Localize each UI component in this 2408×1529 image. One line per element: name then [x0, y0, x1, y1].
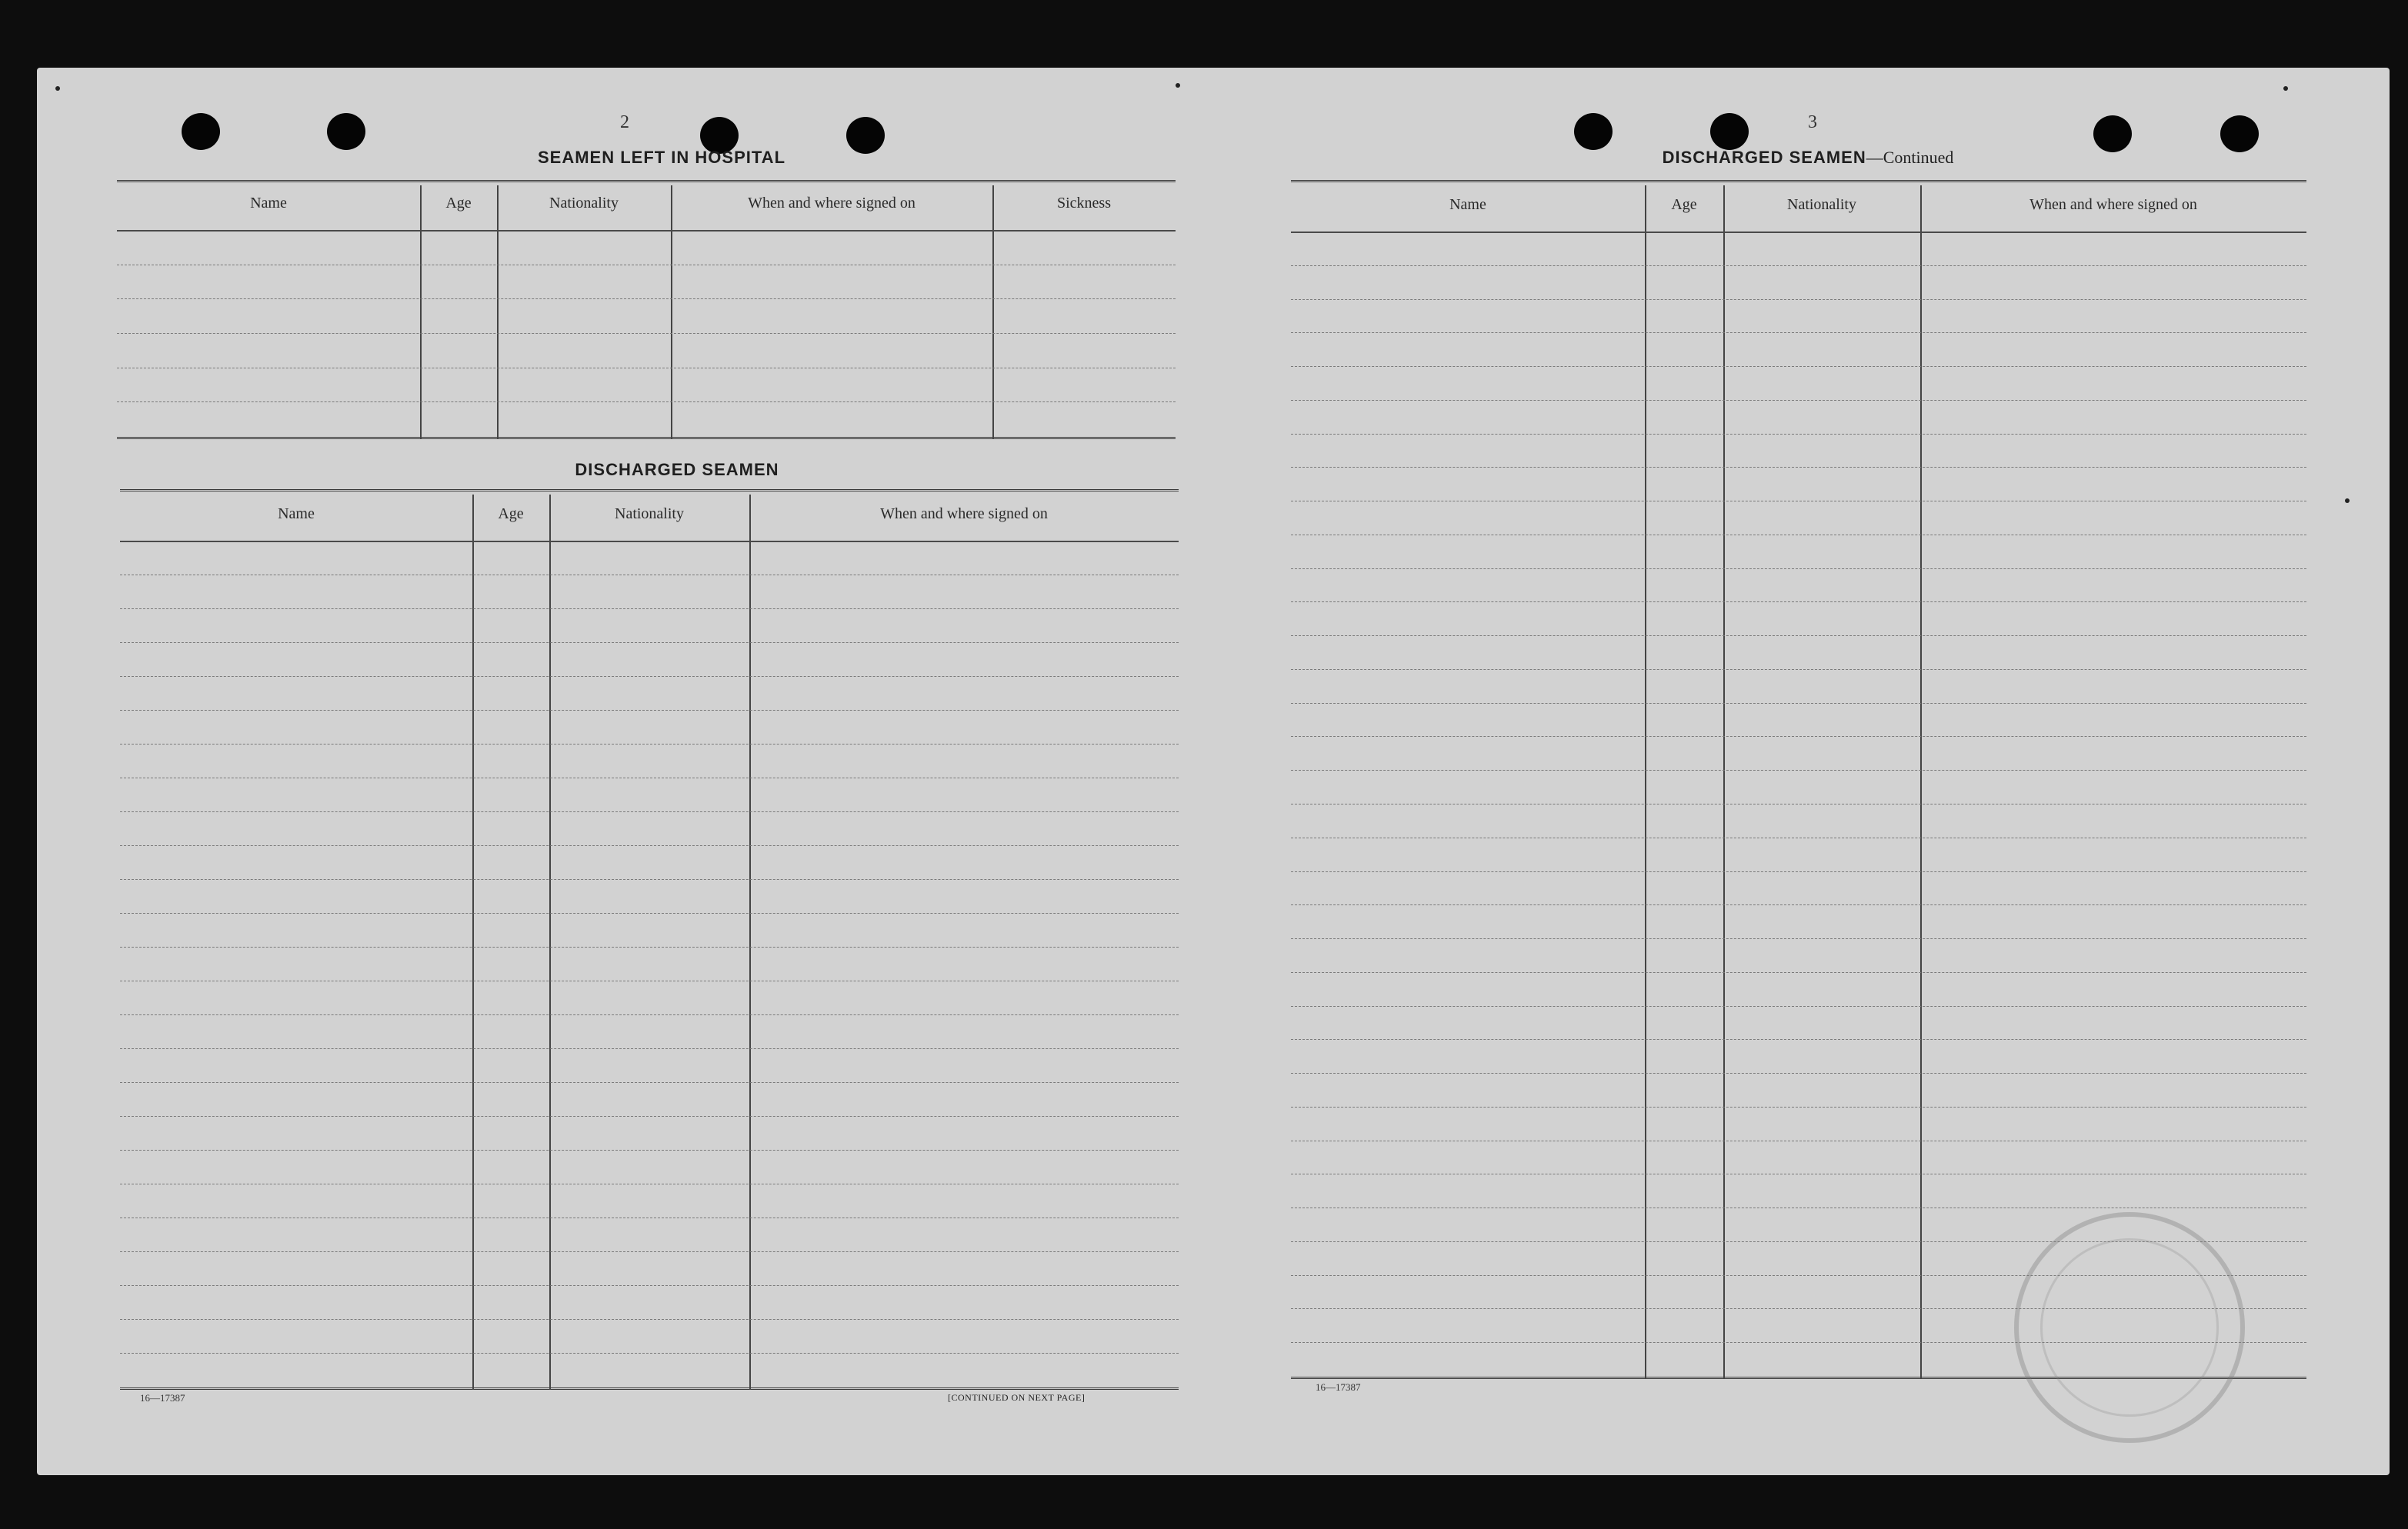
column-divider [1920, 185, 1922, 1379]
speck [1176, 83, 1180, 88]
table-row[interactable] [1291, 1006, 2306, 1007]
speck [55, 86, 60, 91]
table-row[interactable] [120, 608, 1179, 609]
column-header-when-and-where-signed-on: When and where signed on [2029, 196, 2197, 213]
punch-hole [327, 113, 365, 150]
table-row[interactable] [1291, 568, 2306, 569]
table-row[interactable] [120, 676, 1179, 677]
column-header-age: Age [498, 505, 524, 522]
column-header-name: Name [278, 505, 315, 522]
column-header-name: Name [250, 195, 287, 212]
discharged-table-right [1291, 180, 2306, 1379]
table-row[interactable] [1291, 871, 2306, 872]
column-header-when-and-where-signed-on: When and where signed on [880, 505, 1048, 522]
table-row[interactable] [1291, 366, 2306, 367]
table-row[interactable] [120, 845, 1179, 846]
table-row[interactable] [120, 879, 1179, 880]
column-header-when-and-where-signed-on: When and where signed on [748, 195, 916, 212]
table-row[interactable] [120, 1285, 1179, 1286]
table-row[interactable] [1291, 703, 2306, 704]
table-row[interactable] [1291, 972, 2306, 973]
table-bottom-rule [120, 1387, 1179, 1390]
column-divider [549, 495, 551, 1390]
column-divider [749, 495, 751, 1390]
column-header-nationality: Nationality [615, 505, 684, 522]
column-header-sickness: Sickness [1057, 195, 1111, 212]
punch-hole [182, 113, 220, 150]
table-row[interactable] [120, 642, 1179, 643]
table-row[interactable] [120, 1251, 1179, 1252]
column-divider [1723, 185, 1725, 1379]
continued-note: [CONTINUED ON NEXT PAGE] [948, 1392, 1086, 1403]
table-row[interactable] [117, 333, 1176, 334]
table-row[interactable] [120, 1353, 1179, 1354]
table-row[interactable] [120, 1116, 1179, 1117]
table-row[interactable] [120, 710, 1179, 711]
table-row[interactable] [120, 1014, 1179, 1015]
table-row[interactable] [1291, 770, 2306, 771]
table-row[interactable] [120, 1082, 1179, 1083]
table-row[interactable] [1291, 904, 2306, 905]
header-rule [117, 230, 1176, 232]
column-divider [472, 495, 474, 1390]
hospital-section-title-text: SEAMEN LEFT IN HOSPITAL [537, 148, 786, 167]
table-row[interactable] [1291, 265, 2306, 266]
discharged-section-title-right [1616, 148, 2000, 168]
discharged-section-title-left [485, 460, 869, 480]
hospital-table [117, 180, 1176, 439]
table-row[interactable] [1291, 299, 2306, 300]
table-row[interactable] [1291, 1039, 2306, 1040]
discharged-section-title-text: DISCHARGED SEAMEN [575, 460, 779, 479]
table-row[interactable] [1291, 400, 2306, 401]
table-row[interactable] [117, 298, 1176, 299]
table-row[interactable] [120, 744, 1179, 745]
form-code-left: 16—17387 [140, 1392, 185, 1404]
table-row[interactable] [120, 1319, 1179, 1320]
column-header-age: Age [1671, 196, 1697, 213]
document-sheet [37, 68, 2390, 1475]
table-row[interactable] [120, 811, 1179, 812]
hospital-section-title [469, 148, 854, 168]
table-row[interactable] [1291, 736, 2306, 737]
column-header-name: Name [1449, 196, 1486, 213]
table-row[interactable] [120, 913, 1179, 914]
column-header-age: Age [445, 195, 472, 212]
column-divider [1645, 185, 1646, 1379]
punch-hole [1574, 113, 1613, 150]
page-number-left: 2 [620, 112, 629, 132]
form-code-right: 16—17387 [1316, 1381, 1361, 1393]
table-row[interactable] [1291, 434, 2306, 435]
punch-hole [1710, 113, 1749, 150]
discharged-table-left [120, 489, 1179, 1390]
table-row[interactable] [1291, 467, 2306, 468]
table-row[interactable] [1291, 669, 2306, 670]
column-header-nationality: Nationality [549, 195, 619, 212]
faded-stamp [2014, 1212, 2245, 1443]
speck [2283, 86, 2288, 91]
punch-hole [2093, 115, 2132, 152]
table-row[interactable] [1291, 601, 2306, 602]
speck [2345, 498, 2350, 503]
table-row[interactable] [1291, 1073, 2306, 1074]
header-rule [1291, 232, 2306, 233]
header-rule [120, 541, 1179, 542]
page-number-right: 3 [1808, 112, 1817, 132]
table-row[interactable] [1291, 332, 2306, 333]
table-bottom-rule [117, 437, 1176, 439]
table-row[interactable] [120, 1048, 1179, 1049]
table-row[interactable] [1291, 635, 2306, 636]
column-header-nationality: Nationality [1787, 196, 1856, 213]
punch-hole [2220, 115, 2259, 152]
table-row[interactable] [1291, 938, 2306, 939]
discharged-continued-title-text: DISCHARGED SEAMEN [1662, 148, 1866, 167]
continued-suffix: —Continued [1866, 148, 1954, 167]
table-row[interactable] [120, 1150, 1179, 1151]
table-row[interactable] [117, 401, 1176, 402]
table-row[interactable] [1291, 1107, 2306, 1108]
table-row[interactable] [120, 947, 1179, 948]
